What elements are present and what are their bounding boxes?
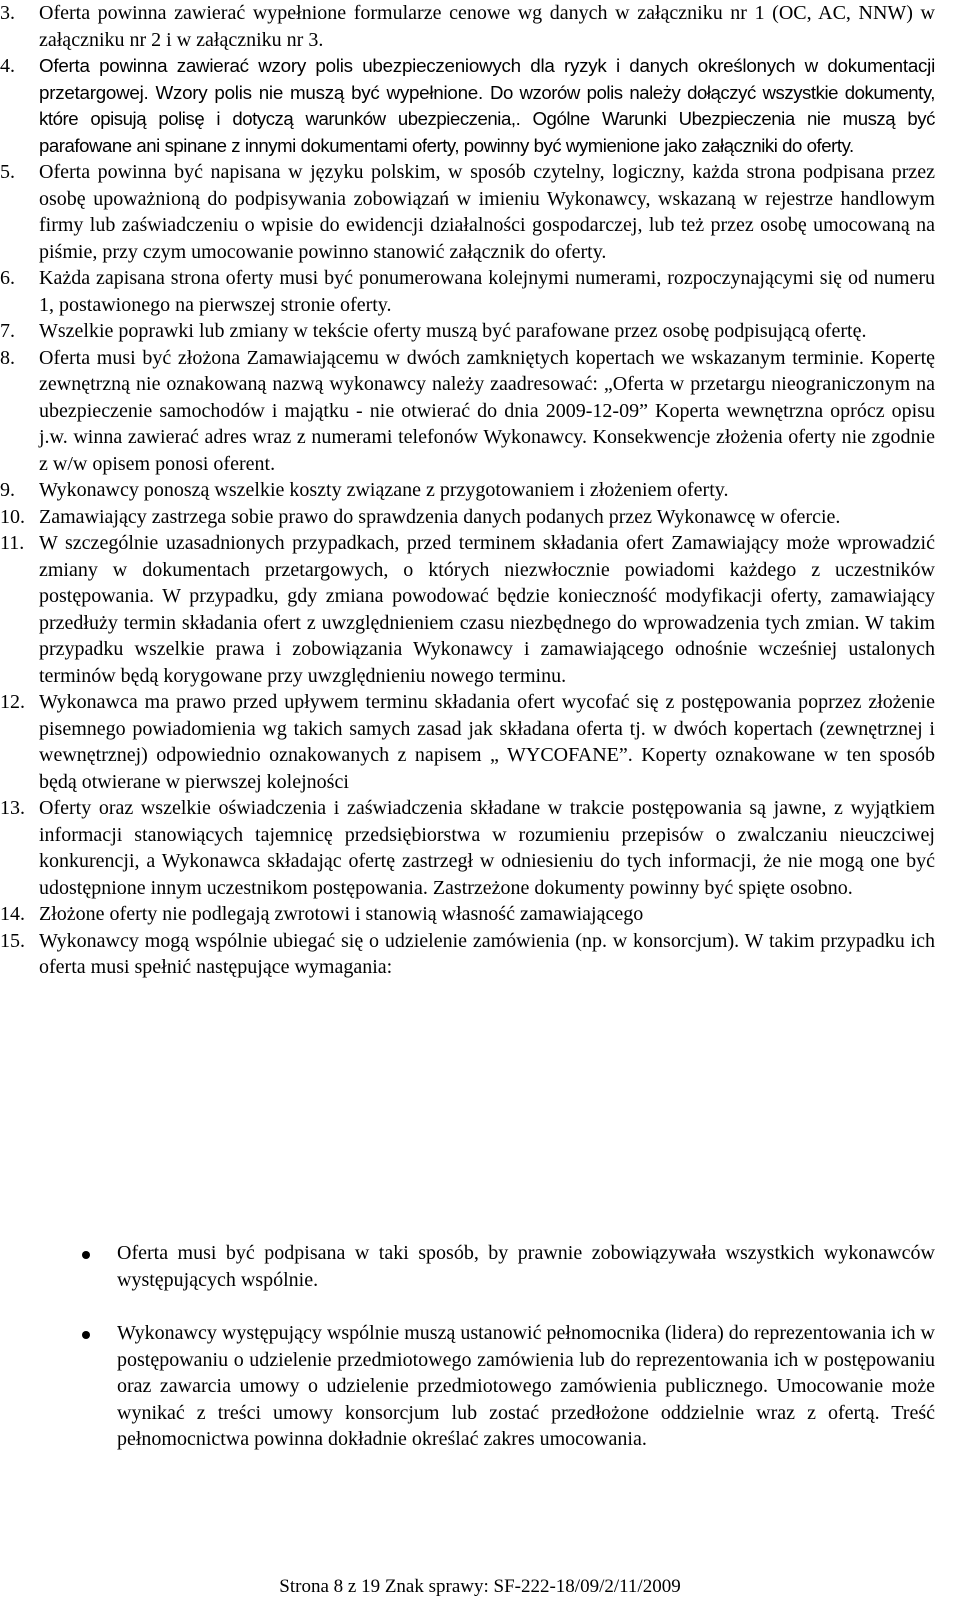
list-item-9 [0, 477, 935, 504]
bullet-item [0, 1320, 935, 1453]
item-text: Oferta powinna zawierać wypełnione formularze cenowe wg danych w załączniku nr 1 (OC, AC, NNW) w załączniku nr 2 i w załączniku nr 3. [39, 2, 935, 51]
list-item-14 [0, 901, 935, 928]
list-item-6 [0, 265, 935, 318]
item-text: Oferta musi być złożona Zamawiającemu w dwóch zamkniętych kopertach we wskazanym terminie. Kopertę zewnętrzną nie oznakowaną nazwą wykonawcy należy zaadresować: „Oferta w przetargu nieograniczonym na ubezpieczenie samochodów i majątku - nie otwierać do dnia 2009-12-09” Koperta wewnętrzna oprócz opisu j.w. winna zawierać adres wraz z numerami telefonów Wykonawcy. Konsekwencje złożenia oferty nie zgodnie z w/w opisem ponosi oferent. [39, 346, 935, 475]
page-footer: Strona 8 z 19 Znak sprawy: SF-222-18/09/2/11/2009 [279, 1576, 681, 1597]
bullet-item [0, 1240, 935, 1293]
item-number: 15. [0, 929, 25, 952]
list-item-15 [0, 928, 935, 981]
list-item-8 [0, 345, 935, 478]
item-number: 5. [0, 161, 15, 183]
list-item-4 [0, 53, 935, 159]
list-item-13 [0, 795, 935, 901]
item-text-continued: Do wzorów polis należy dołączyć wszystkie dokumenty, które opisują polisę i dotyczą warunków ubezpieczenia,. Ogólne Warunki Ubezpieczenia nie muszą być parafowane ani spinane z innymi dokumentami oferty, powinny być wymienione jako załączniki do oferty. [39, 81, 935, 156]
list-item-10 [0, 504, 935, 531]
item-number: 12. [0, 691, 25, 713]
item-number: 11. [0, 532, 25, 554]
item-text: Wykonawcy mogą wspólnie ubiegać się o udzielenie zamówienia (np. w konsorcjum). W takim przypadku ich oferta musi spełnić następujące wymagania: [39, 929, 935, 978]
item-text: Oferta powinna być napisana w języku polskim, w sposób czytelny, logiczny, każda strona podpisana przez osobę upoważnioną do podpisywania zobowiązań w imieniu Wykonawcy, wskazaną w rejestrze handlowym firmy lub zaświadczeniu o wpisie do ewidencji działalności gospodarczej, lub też przez osobę umocowaną na piśmie, przy czym umocowanie powinno stanowić załącznik do oferty. [39, 161, 935, 263]
item-text: Wykonawca ma prawo przed upływem terminu składania ofert wycofać się z postępowania poprzez złożenie pisemnego powiadomienia wg takich samych zasad jak składana oferta tj. w dwóch kopertach (zewnętrznej i wewnętrznej) odpowiednio oznakowanych z napisem „ WYCOFANE”. Koperty oznakowane w ten sposób będą otwierane w pierwszej kolejności [39, 691, 935, 793]
list-item-11 [0, 530, 935, 689]
item-text: Zamawiający zastrzega sobie prawo do sprawdzenia danych podanych przez Wykonawcę w ofercie. [39, 505, 841, 528]
bullet-text: Oferta musi być podpisana w taki sposób, by prawnie zobowiązywała wszystkich wykonawców występujących wspólnie. [117, 1242, 935, 1291]
item-number: 4. [0, 55, 15, 77]
item-text: Każda zapisana strona oferty musi być ponumerowana kolejnymi numerami, rozpoczynającymi się od numeru 1, postawionego na pierwszej stronie oferty. [39, 267, 935, 316]
item-text: Oferty oraz wszelkie oświadczenia i zaświadczenia składane w trakcie postępowania są jawne, z wyjątkiem informacji stanowiących tajemnicę przedsiębiorstwa w rozumieniu przepisów o zwalczaniu nieuczciwej konkurencji, a Wykonawca składając ofertę zastrzegł w odniesieniu do tych informacji, że nie mogą one być udostępnione innym uczestnikom postępowania. Zastrzeżone dokumenty powinny być spięte osobno. [39, 797, 935, 899]
bullet-dot-icon [82, 1331, 90, 1339]
bullet-list [0, 1240, 935, 1480]
item-number: 8. [0, 346, 15, 369]
list-item-12 [0, 689, 935, 795]
list-item-7 [0, 318, 935, 345]
item-number: 13. [0, 797, 25, 819]
item-text: W szczególnie uzasadnionych przypadkach, przed terminem składania ofert Zamawiający może wprowadzić zmiany w dokumentach przetargowych, o których niezwłocznie powiadomi każdego z uczestników postępowania. W przypadku, gdy zmiana powodować będzie konieczność modyfikacji oferty, zamawiający przedłuży termin składania ofert z uwzględnieniem czasu niezbędnego do wprowadzenia tych zmian. W takim przypadku wszelkie prawa i zobowiązania Wykonawcy i zamawiającego odnośnie wcześniej ustalonych terminów będą korygowane przy uwzględnieniu nowego terminu. [39, 532, 935, 687]
item-text: Oferta powinna zawierać wzory polis ubezpieczeniowych dla ryzyk i danych określonych w dokumentacji przetargowej. Wzory polis nie muszą być wypełnione. [39, 55, 935, 103]
item-text: Wykonawcy ponoszą wszelkie koszty związane z przygotowaniem i złożeniem oferty. [39, 479, 729, 501]
bullet-text: Wykonawcy występujący wspólnie muszą ustanowić pełnomocnika (lidera) do reprezentowania ich w postępowaniu o udzielenie przedmiotowego zamówienia lub do reprezentowania ich w postępowaniu oraz zawarcia umowy o udzielenie przedmiotowego zamówienia publicznego. Umocowanie może wynikać z treści umowy konsorcjum lub zostać przedłożone oddzielnie wraz z ofertą. Treść pełnomocnictwa powinna dokładnie określać zakres umocowania. [117, 1322, 935, 1450]
bullet-dot-icon [82, 1251, 90, 1259]
item-number: 3. [0, 2, 15, 24]
item-number: 9. [0, 479, 15, 501]
list-item-3 [0, 0, 935, 53]
list-item-5 [0, 159, 935, 265]
item-text: Wszelkie poprawki lub zmiany w tekście oferty muszą być parafowane przez osobę podpisującą ofertę. [39, 320, 867, 342]
item-text: Złożone oferty nie podlegają zwrotowi i stanowią własność zamawiającego [39, 903, 644, 925]
item-number: 7. [0, 320, 15, 342]
item-number: 10. [0, 505, 25, 528]
item-number: 6. [0, 267, 15, 289]
item-number: 14. [0, 903, 25, 925]
